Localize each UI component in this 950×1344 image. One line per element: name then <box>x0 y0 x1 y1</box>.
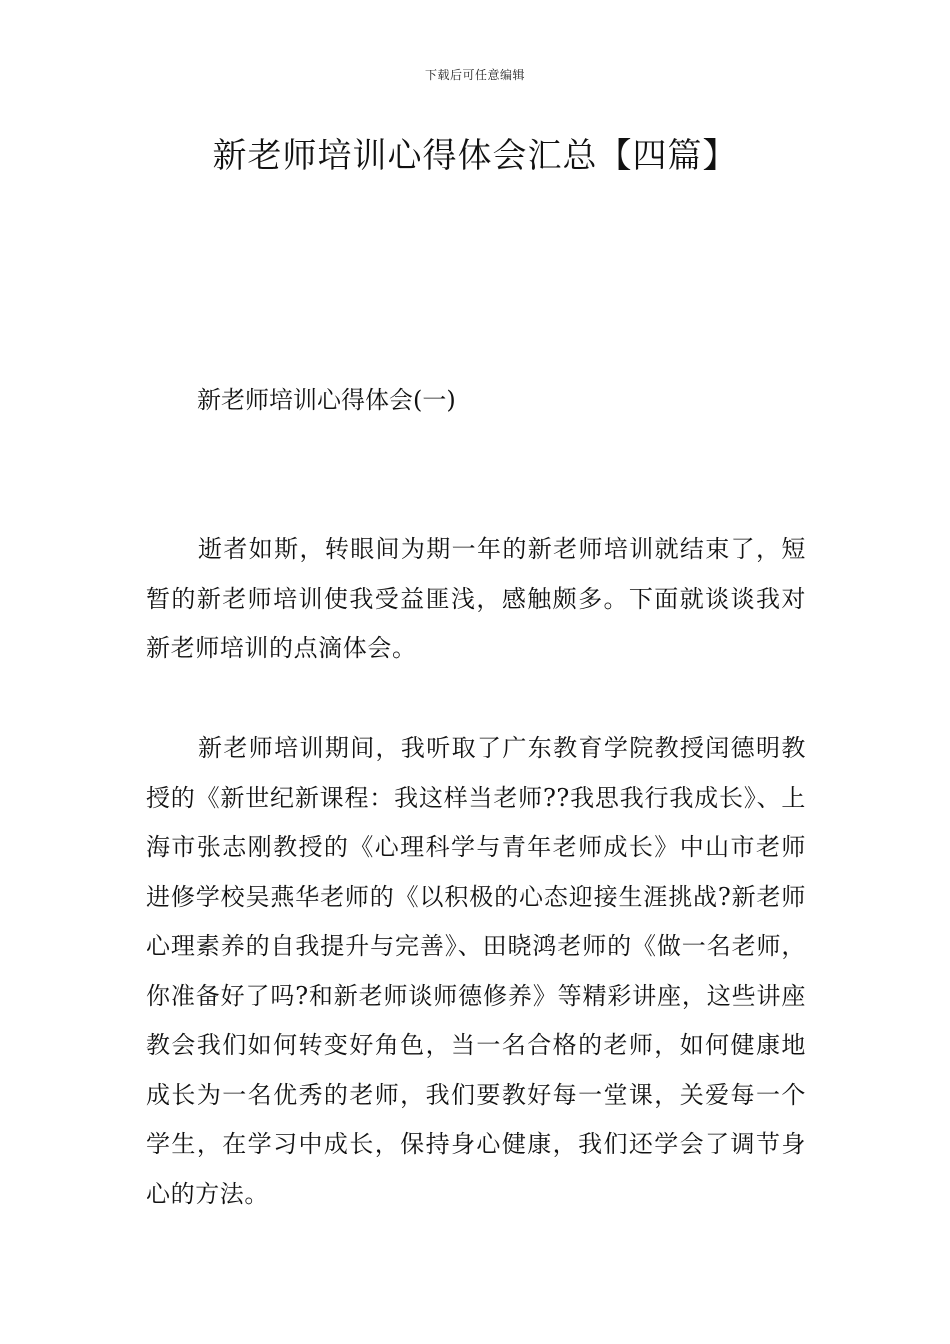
document-title: 新老师培训心得体会汇总【四篇】 <box>212 136 738 176</box>
header-note: 下载后可任意编辑 <box>424 68 525 82</box>
paragraph-2: 新老师培训期间，我听取了广东教育学院教授闰德明教授的《新世纪新课程：我这样当老师??我思我行我成长》、上海市张志刚教授的《心理科学与青年老师成长》中山市老师进修学校吴燕华老师的《以积极的心态迎接生涯挑战?新老师心理素养的自我提升与完善》、田晓鸿老师的《做一名老师，你准备好了吗?和新老师谈师德修养》等精彩讲座，这些讲座教会我们如何转变好角色，当一名合格的老师，如何健康地成长为一名优秀的老师，我们要教好每一堂课，关爱每一个学生，在学习中成长，保持身心健康，我们还学会了调节身心的方法。 <box>146 734 806 1208</box>
section-heading: 新老师培训心得体会(一) <box>197 386 456 414</box>
paragraph-1: 逝者如斯，转眼间为期一年的新老师培训就结束了，短暂的新老师培训使我受益匪浅，感触颇多。下面就谈谈我对新老师培训的点滴体会。 <box>146 535 806 662</box>
